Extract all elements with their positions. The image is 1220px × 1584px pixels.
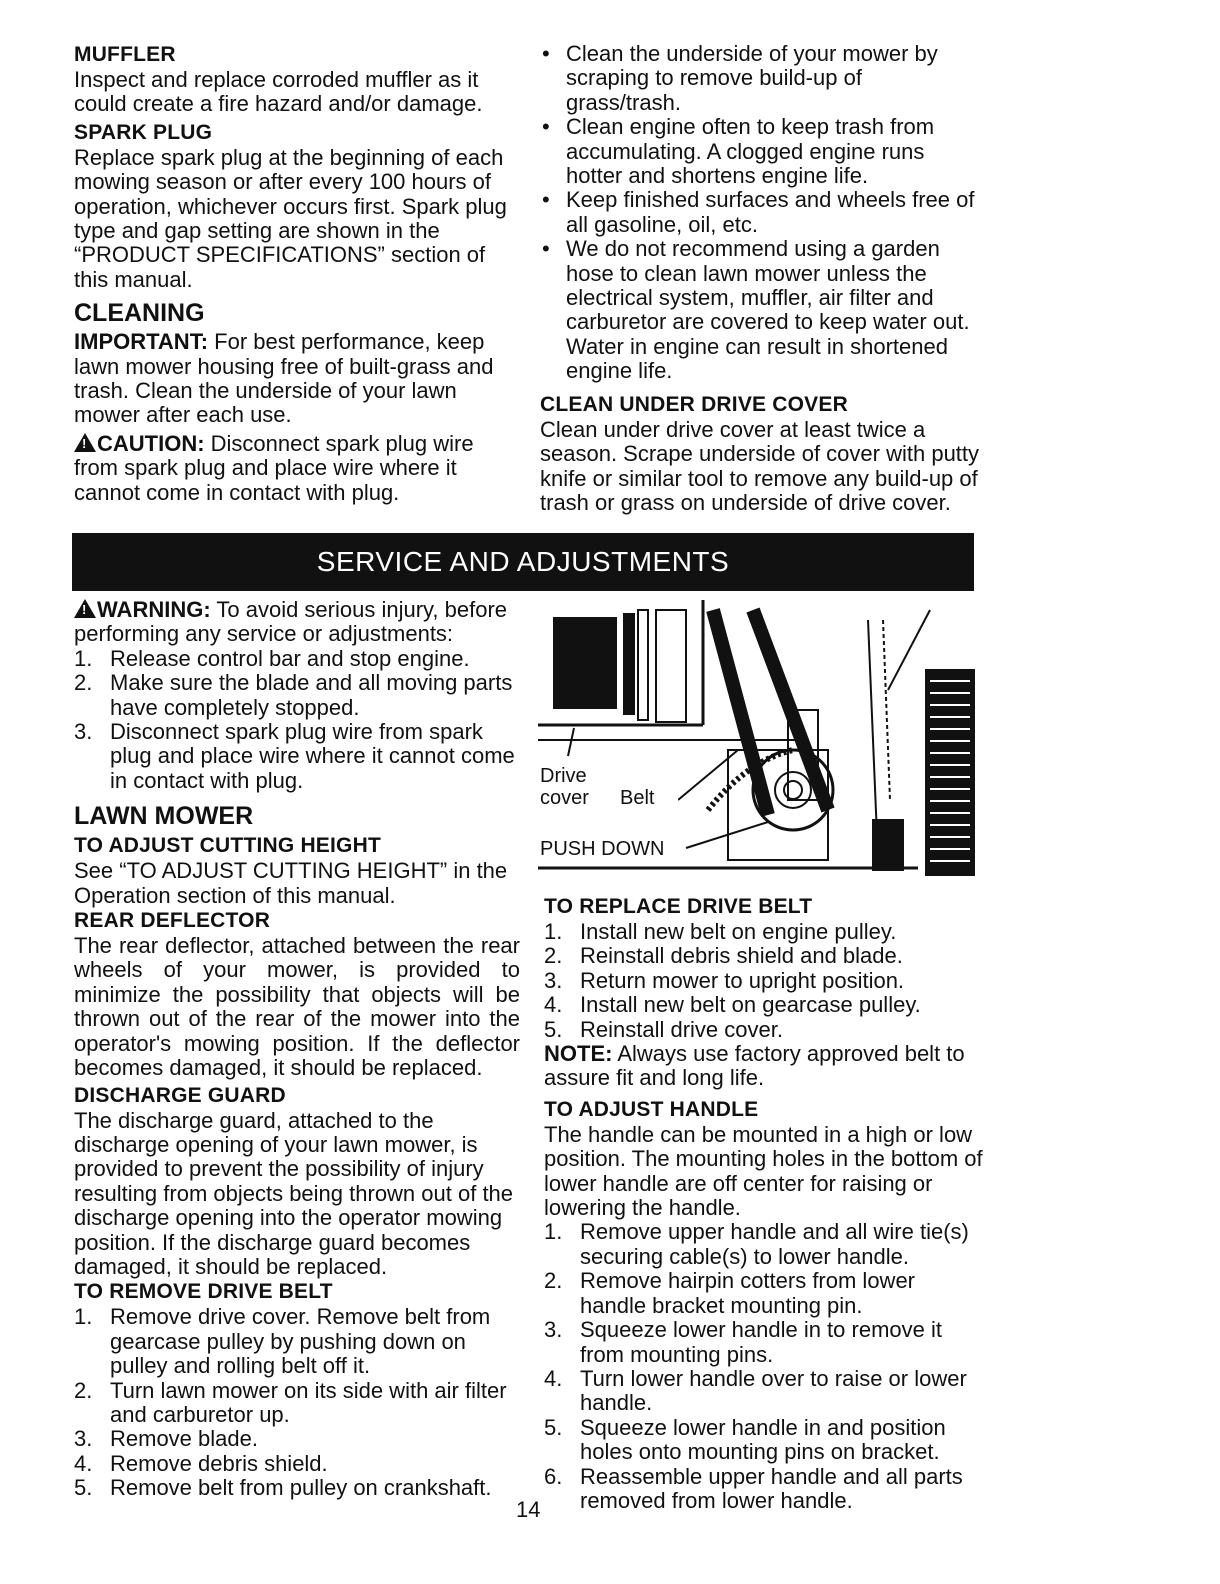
step-text: Return mower to upright position. <box>580 967 905 993</box>
remove-step <box>74 1305 520 1378</box>
step-number: 2. <box>74 670 93 696</box>
section-banner: SERVICE AND ADJUSTMENTS <box>72 533 974 591</box>
handle-step <box>544 1465 984 1514</box>
step-number: 3. <box>74 1426 93 1452</box>
bullet-item: • Clean the underside of your mower by scraping to remove build-up of grass/trash. <box>540 42 980 115</box>
replace-drive-belt-steps <box>544 920 984 1042</box>
remove-step <box>74 1476 520 1500</box>
clean-under-drive-cover-heading: CLEAN UNDER DRIVE COVER <box>540 392 848 416</box>
warning-label: WARNING: <box>97 597 211 622</box>
adjust-handle-steps <box>544 1220 984 1513</box>
lawn-mower-heading: LAWN MOWER <box>74 802 254 831</box>
handle-step <box>544 1220 984 1269</box>
remove-drive-belt-steps <box>74 1305 520 1500</box>
rear-deflector-heading: REAR DEFLECTOR <box>74 909 271 933</box>
warning-text: To avoid serious injury, before performing any service or adjustments: <box>74 597 508 647</box>
step-text: Turn lawn mower on its side with air filter and carburetor up. <box>110 1377 507 1427</box>
step-text: Install new belt on engine pulley. <box>580 919 897 944</box>
drive-belt-figure <box>538 600 978 880</box>
warning-step <box>74 720 520 793</box>
handle-step <box>544 1416 984 1465</box>
replace-step <box>544 993 984 1017</box>
discharge-guard-text: The discharge guard, attached to the discharge opening of your lawn mower, is provided to prevent the possibility of injury resulting from objects being thrown out of the discharge opening into the operator mowing position. If the discharge guard becomes damaged, it should be replaced. <box>74 1107 514 1279</box>
label-push-down: PUSH DOWN <box>540 838 665 860</box>
bullet-item: • We do not recommend using a garden hose to clean lawn mower unless the electrical system, muffler, air filter and carburetor are covered to keep water out. Water in engine can result in shortened engine life. <box>540 237 980 383</box>
cutting-height-text: See “TO ADJUST CUTTING HEIGHT” in the Operation section of this manual. <box>74 858 508 908</box>
important-paragraph <box>74 330 514 428</box>
handle-step <box>544 1269 984 1318</box>
step-number: 1. <box>544 919 563 944</box>
step-text: Turn lower handle over to raise or lower handle. <box>580 1365 967 1416</box>
step-number: 1. <box>544 1219 563 1245</box>
warning-steps-list <box>74 647 520 793</box>
step-text: Disconnect spark plug wire from spark plug and place wire where it cannot come in contact with plug. <box>110 719 515 793</box>
warning-triangle-icon <box>74 599 96 618</box>
step-text: Remove drive cover. Remove belt from gearcase pulley by pushing down on pulley and rolling belt off it. <box>110 1304 491 1379</box>
step-text: Reinstall debris shield and blade. <box>580 943 903 969</box>
step-text: Release control bar and stop engine. <box>110 645 470 671</box>
cutting-height-heading: TO ADJUST CUTTING HEIGHT <box>74 834 381 858</box>
step-text: Install new belt on gearcase pulley. <box>580 992 921 1018</box>
important-text: For best performance, keep lawn mower housing free of built-grass and trash. Clean the underside of your lawn mower after each use. <box>74 329 494 428</box>
step-text: Remove blade. <box>110 1426 258 1452</box>
page-number: 14 <box>516 1497 541 1522</box>
step-text: Remove debris shield. <box>110 1450 328 1476</box>
step-number: 4. <box>74 1450 93 1476</box>
step-number: 3. <box>74 719 93 745</box>
bullet-item: • Clean engine often to keep trash from accumulating. A clogged engine runs hotter and shortens engine life. <box>540 115 980 188</box>
step-number: 2. <box>74 1377 93 1403</box>
replace-step <box>544 920 984 944</box>
replace-drive-belt-heading: TO REPLACE DRIVE BELT <box>544 895 813 918</box>
discharge-guard-heading: DISCHARGE GUARD <box>74 1083 286 1107</box>
label-belt: Belt <box>620 787 655 809</box>
step-number: 5. <box>544 1016 563 1042</box>
step-text: Squeeze lower handle in to remove it from mounting pins. <box>580 1317 942 1367</box>
remove-step <box>74 1379 520 1428</box>
muffler-heading: MUFFLER <box>74 43 176 66</box>
caution-paragraph <box>74 432 514 505</box>
replace-step <box>544 944 984 968</box>
remove-step <box>74 1427 520 1451</box>
step-number: 5. <box>544 1414 563 1440</box>
step-text: Make sure the blade and all moving parts have completely stopped. <box>110 670 513 720</box>
step-number: 3. <box>544 1317 563 1343</box>
important-label: IMPORTANT: <box>74 329 209 355</box>
cleaning-heading: CLEANING <box>74 299 205 328</box>
step-number: 3. <box>544 967 563 993</box>
spark-plug-heading: SPARK PLUG <box>74 120 213 144</box>
caution-label: CAUTION: <box>97 430 205 456</box>
rear-deflector-text: The rear deflector, attached between the rear wheels of your mower, is provided to minimize the possibility that objects will be thrown out of the rear of the mower into the operator's mowing position. If the deflector becomes damaged, it should be replaced. <box>74 933 520 1081</box>
warning-step <box>74 671 520 720</box>
note-text: Always use factory approved belt to assure fit and long life. <box>544 1041 965 1091</box>
replace-step <box>544 1018 984 1042</box>
label-drive: Drive <box>540 765 587 787</box>
warning-step <box>74 647 520 671</box>
step-text: Reinstall drive cover. <box>580 1016 783 1042</box>
step-number: 6. <box>544 1463 563 1489</box>
step-text: Squeeze lower handle in and position holes onto mounting pins on bracket. <box>580 1414 946 1465</box>
handle-step <box>544 1367 984 1416</box>
step-number: 1. <box>74 645 93 671</box>
adjust-handle-heading: TO ADJUST HANDLE <box>544 1097 759 1121</box>
handle-step <box>544 1318 984 1367</box>
label-cover: cover <box>540 787 589 809</box>
step-number: 2. <box>544 1268 563 1294</box>
right-top-column <box>540 42 980 515</box>
clean-under-drive-cover-text: Clean under drive cover at least twice a season. Scrape underside of cover with putty knife or similar tool to remove any build-up of trash or grass on underside of drive cover. <box>540 416 980 515</box>
spark-plug-text: Replace spark plug at the beginning of each mowing season or after every 100 hours of operation, whichever occurs first. Spark plug type and gap setting are shown in the “PRODUCT SPECIFICATIONS” section of this manual. <box>74 144 507 292</box>
warning-paragraph <box>74 598 520 647</box>
remove-drive-belt-heading: TO REMOVE DRIVE BELT <box>74 1280 333 1304</box>
left-top-column <box>74 42 514 505</box>
step-text: Remove hairpin cotters from lower handle bracket mounting pin. <box>580 1268 916 1318</box>
replace-step <box>544 969 984 993</box>
muffler-text: Inspect and replace corroded muffler as it could create a fire hazard and/or damage. <box>74 67 483 117</box>
step-number: 1. <box>74 1304 93 1330</box>
note-paragraph <box>544 1042 984 1091</box>
step-text: Remove upper handle and all wire tie(s) securing cable(s) to lower handle. <box>580 1219 969 1269</box>
step-text: Reassemble upper handle and all parts removed from lower handle. <box>580 1463 963 1513</box>
bullet-item: • Keep finished surfaces and wheels free of all gasoline, oil, etc. <box>540 188 980 237</box>
caution-text: Disconnect spark plug wire from spark plug and place wire where it cannot come in contact with plug. <box>74 430 474 505</box>
step-text: Remove belt from pulley on crankshaft. <box>110 1475 492 1501</box>
note-label: NOTE: <box>544 1041 613 1067</box>
right-bottom-column <box>544 894 984 1513</box>
step-number: 4. <box>544 1365 563 1391</box>
step-number: 4. <box>544 992 563 1018</box>
step-number: 2. <box>544 943 563 969</box>
left-bottom-column <box>74 598 520 1501</box>
drive-belt-illustration <box>538 600 978 880</box>
step-number: 5. <box>74 1475 93 1501</box>
remove-step <box>74 1452 520 1476</box>
warning-triangle-icon <box>74 433 96 452</box>
adjust-handle-text: The handle can be mounted in a high or low position. The mounting holes in the bottom of lower handle are off center for raising or lowering the handle. <box>544 1121 983 1221</box>
cleaning-tips-list <box>540 42 980 384</box>
